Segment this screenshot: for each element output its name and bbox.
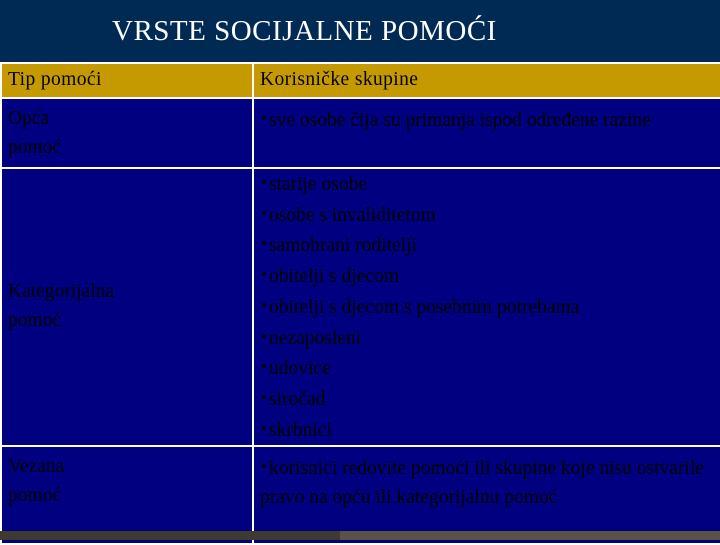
group-item: · samohrani roditelji [260, 230, 720, 261]
group-item: · skrbnici [260, 415, 720, 446]
group-item: · starije osobe [260, 169, 720, 200]
group-item: · obitelji s djecom [260, 261, 720, 292]
type-label-line: pomoć [8, 136, 62, 158]
type-label-line: pomoć [8, 485, 62, 507]
type-cell [1, 446, 253, 544]
group-item: · siročad [260, 384, 720, 415]
page-title: VRSTE SOCIJALNE POMOĆI [112, 14, 497, 47]
footer-bar [0, 531, 720, 540]
group-item: · osobe s invaliditetom [260, 200, 720, 231]
header-groups: Korisničke skupine [253, 63, 720, 98]
type-cell [1, 98, 253, 168]
social-assistance-table [0, 62, 720, 545]
group-item: · korisnici redovite pomoći ili skupine koje nisu ostvarile pravo na opću ili kategorijalnu pomoć [260, 458, 704, 508]
type-cell [1, 168, 253, 446]
type-label-line: pomoć [8, 310, 62, 332]
groups-cell [253, 446, 720, 544]
group-item: · obitelji s djecom s posebnim potrebama [260, 292, 720, 323]
table-row [1, 446, 720, 544]
type-label-line: Vezana [8, 456, 65, 478]
group-item: · nezaposleni [260, 323, 720, 354]
table-row [1, 98, 720, 168]
table-header-row [1, 63, 720, 98]
groups-cell [253, 98, 720, 168]
table-row [1, 168, 720, 446]
header-type: Tip pomoći [1, 63, 253, 98]
type-label-line: Opća [8, 108, 50, 129]
type-label-line: Kategorijalna [8, 281, 115, 303]
group-item: · sve osobe čija su primanja ispod određene razine [260, 110, 651, 131]
group-item: · udovice [260, 353, 720, 384]
groups-cell [253, 168, 720, 446]
